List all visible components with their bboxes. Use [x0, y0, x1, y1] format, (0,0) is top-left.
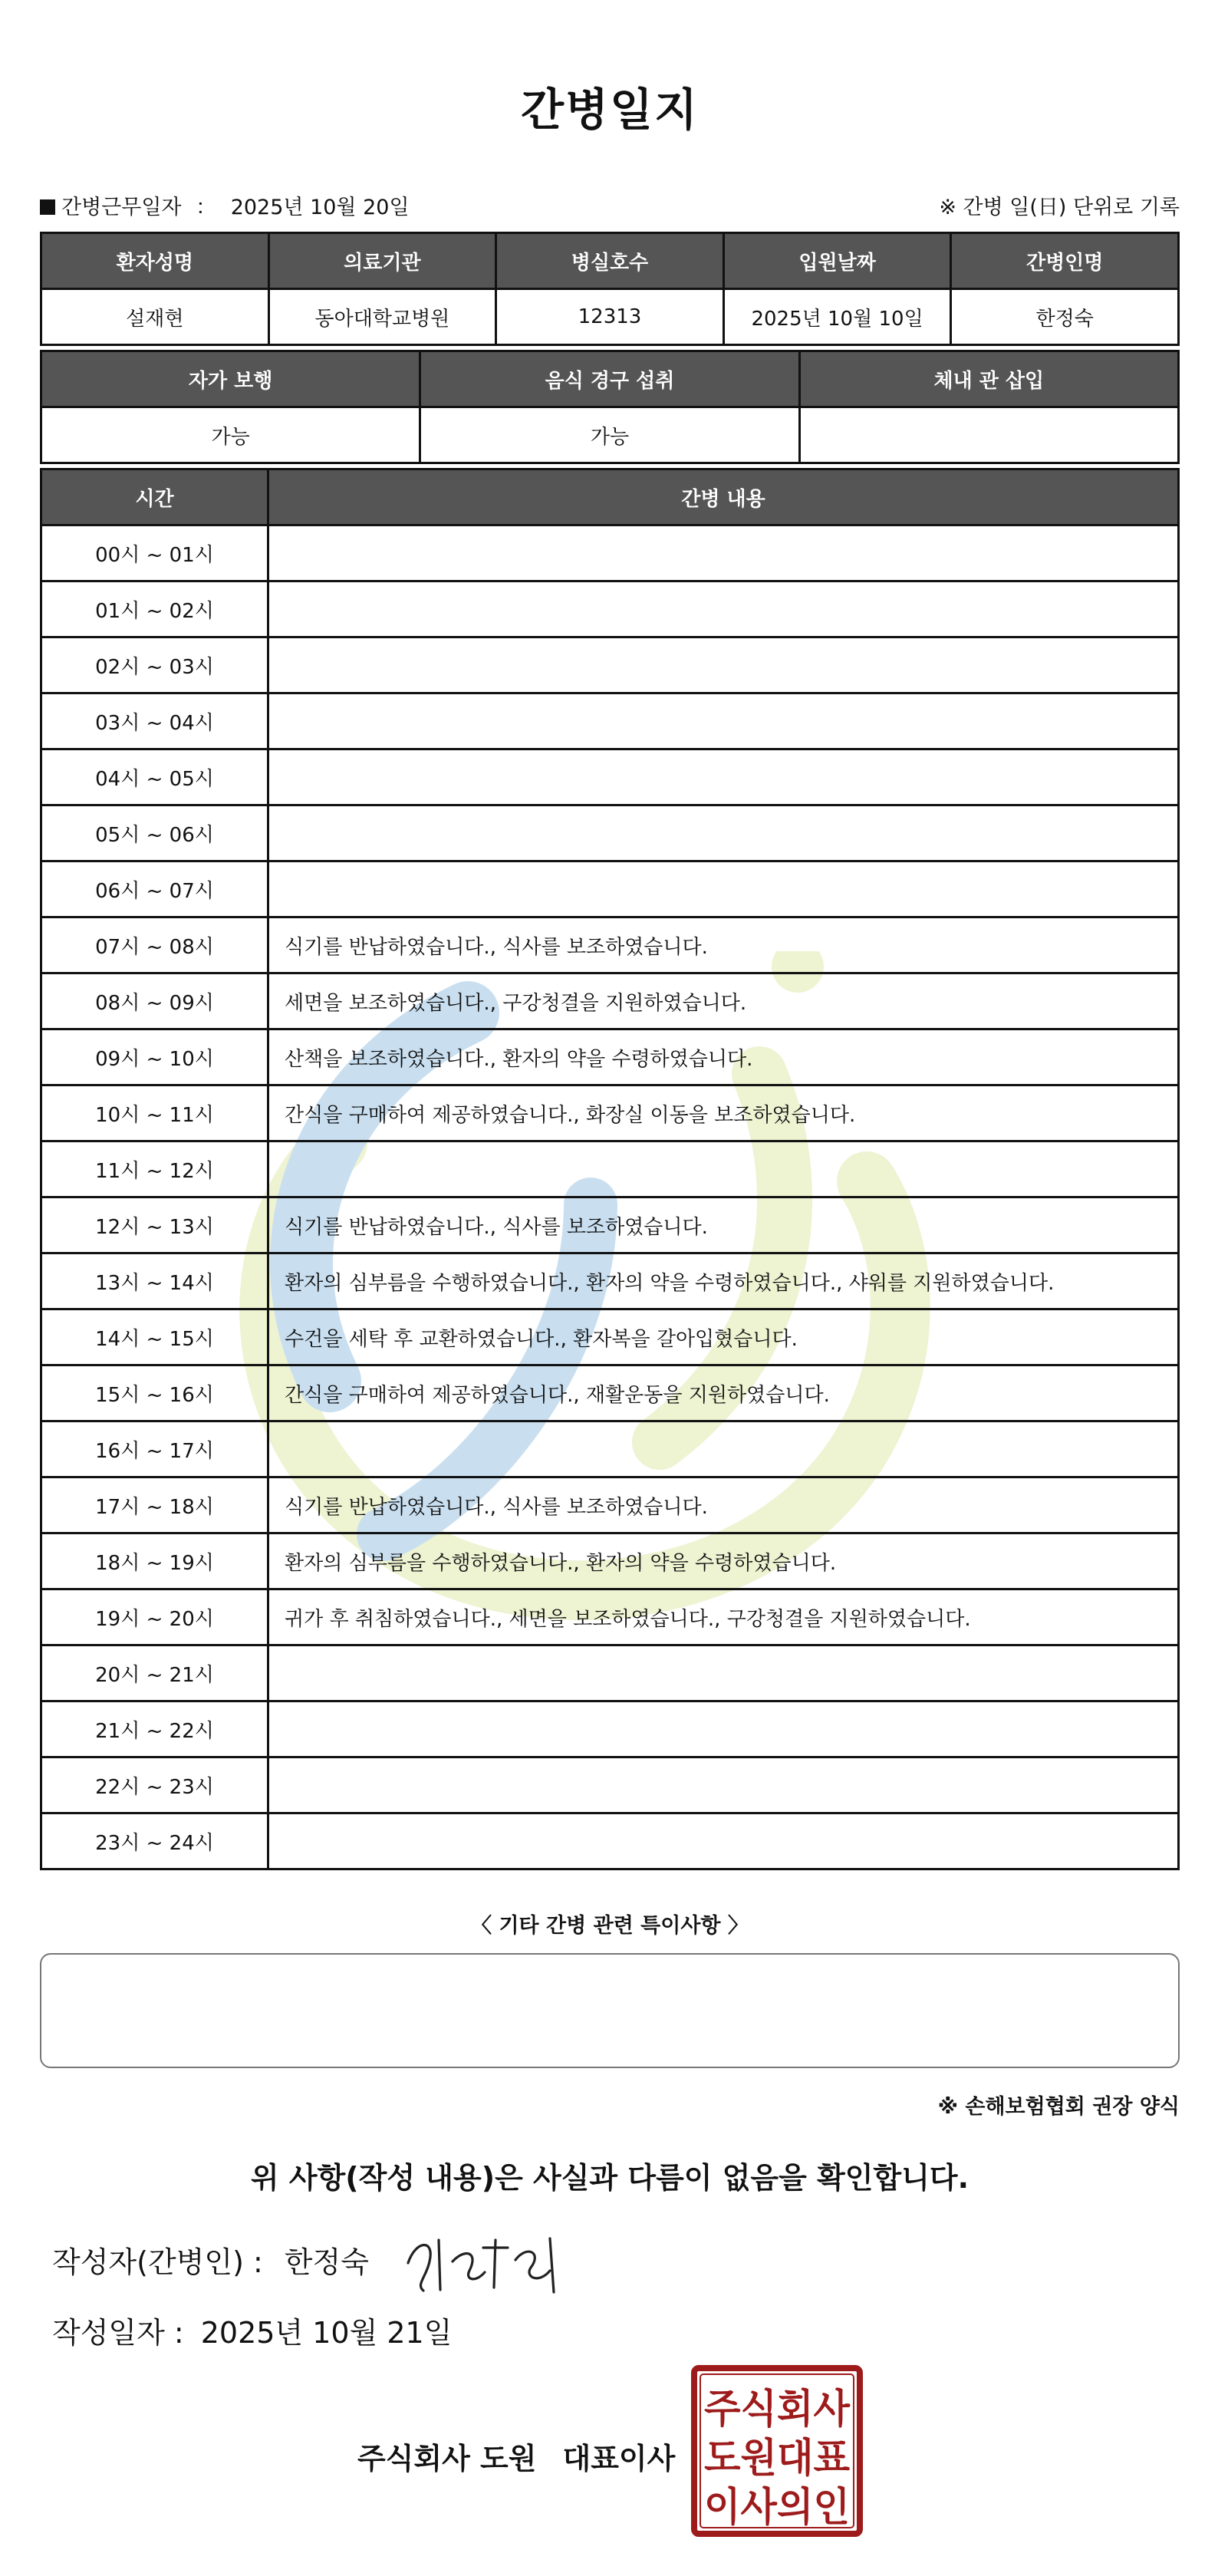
tube-insertion: [799, 407, 1178, 463]
writer-label: 작성자(간병인) :: [52, 2245, 263, 2279]
header-self-walking: 자가 보행: [41, 351, 420, 407]
status-info-header-row: [41, 351, 1179, 407]
schedule-row: [41, 525, 1179, 581]
work-date: [40, 190, 410, 220]
caregiver-name: 한정숙: [951, 289, 1179, 345]
oral-intake: 가능: [420, 407, 799, 463]
company-seal: [690, 2364, 864, 2538]
schedule-time: 18시 ~ 19시: [41, 1533, 268, 1589]
document-title: 간병일지: [520, 84, 700, 136]
schedule-row: [41, 805, 1179, 861]
writer-name: 한정숙: [284, 2245, 369, 2279]
company-title: 대표이사: [562, 2442, 676, 2476]
work-date-separator: ：: [196, 196, 217, 219]
written-date-line: [52, 2309, 452, 2351]
schedule-time: 13시 ~ 14시: [41, 1253, 268, 1309]
confirmation-statement: 위 사항(작성 내용)은 사실과 다름이 없음을 확인합니다.: [250, 2161, 969, 2195]
unit-note: ※ 간병 일(日) 단위로 기록: [939, 196, 1180, 219]
schedule-content: [268, 1757, 1179, 1813]
header-tube-insertion: 체내 관 삽입: [799, 351, 1178, 407]
schedule-row: [41, 1813, 1179, 1869]
work-date-label: 간병근무일자: [61, 196, 182, 219]
schedule-row: [41, 1309, 1179, 1365]
seal-line-3: 이사의인: [704, 2485, 850, 2531]
remarks-title: 〈 기타 간병 관련 특이사항 〉: [471, 1914, 749, 1938]
schedule-row: [41, 1533, 1179, 1589]
patient-info-header-row: [41, 233, 1179, 289]
schedule-row: [41, 1029, 1179, 1085]
patient-name: 설재현: [41, 289, 269, 345]
schedule-content: [268, 749, 1179, 805]
schedule-time: 07시 ~ 08시: [41, 917, 268, 973]
form-note: ※ 손해보험협회 권장 양식: [937, 2095, 1180, 2119]
meta-row: [40, 190, 1180, 218]
header-time: 시간: [41, 469, 268, 525]
schedule-row: [41, 1253, 1179, 1309]
schedule-content: [268, 1645, 1179, 1701]
schedule-row: [41, 749, 1179, 805]
schedule-content: [268, 1701, 1179, 1757]
schedule-content: 간식을 구매하여 제공하였습니다., 재활운동을 지원하였습니다.: [268, 1365, 1179, 1421]
schedule-time: 06시 ~ 07시: [41, 861, 268, 917]
schedule-time: 04시 ~ 05시: [41, 749, 268, 805]
schedule-time: 05시 ~ 06시: [41, 805, 268, 861]
schedule-time: 09시 ~ 10시: [41, 1029, 268, 1085]
status-info-value-row: [41, 407, 1179, 463]
schedule-content: [268, 1421, 1179, 1477]
work-date-value: 2025년 10월 20일: [230, 196, 410, 219]
header-caregiver-name: 간병인명: [951, 233, 1179, 289]
schedule-time: 22시 ~ 23시: [41, 1757, 268, 1813]
schedule-time: 15시 ~ 16시: [41, 1365, 268, 1421]
schedule-content: 귀가 후 취침하였습니다., 세면을 보조하였습니다., 구강청결을 지원하였습니다.: [268, 1589, 1179, 1645]
schedule-time: 02시 ~ 03시: [41, 637, 268, 693]
schedule-row: [41, 1477, 1179, 1533]
schedule-content: [268, 525, 1179, 581]
schedule-content: [268, 637, 1179, 693]
schedule-content: [268, 805, 1179, 861]
schedule-content: 식기를 반납하였습니다., 식사를 보조하였습니다.: [268, 917, 1179, 973]
schedule-row: [41, 1421, 1179, 1477]
schedule-time: 17시 ~ 18시: [41, 1477, 268, 1533]
schedule-content: 환자의 심부름을 수행하였습니다., 환자의 약을 수령하였습니다., 샤워를 지원하였습니다.: [268, 1253, 1179, 1309]
schedule-time: 08시 ~ 09시: [41, 973, 268, 1029]
hospital: 동아대학교병원: [268, 289, 496, 345]
written-date-label: 작성일자 :: [52, 2316, 184, 2350]
schedule-content: 수건을 세탁 후 교환하였습니다., 환자복을 갈아입혔습니다.: [268, 1309, 1179, 1365]
schedule-content: [268, 693, 1179, 749]
patient-info-value-row: [41, 289, 1179, 345]
schedule-row: [41, 581, 1179, 637]
schedule-row: [41, 1589, 1179, 1645]
schedule-row: [41, 637, 1179, 693]
schedule-row: [41, 973, 1179, 1029]
header-admission-date: 입원날짜: [723, 233, 951, 289]
admission-date: 2025년 10월 10일: [723, 289, 951, 345]
header-patient-name: 환자성명: [41, 233, 269, 289]
schedule-time: 12시 ~ 13시: [41, 1197, 268, 1253]
schedule-row: [41, 1701, 1179, 1757]
schedule-time: 03시 ~ 04시: [41, 693, 268, 749]
writer-line: [52, 2238, 369, 2281]
schedule-row: [41, 1085, 1179, 1141]
schedule-time: 23시 ~ 24시: [41, 1813, 268, 1869]
schedule-content: [268, 1141, 1179, 1197]
status-info-table: [40, 350, 1180, 464]
schedule-content: 식기를 반납하였습니다., 식사를 보조하였습니다.: [268, 1197, 1179, 1253]
written-date-value: 2025년 10월 21일: [200, 2316, 453, 2350]
schedule-row: [41, 1757, 1179, 1813]
schedule-time: 10시 ~ 11시: [41, 1085, 268, 1141]
schedule-time: 21시 ~ 22시: [41, 1701, 268, 1757]
schedule-content: 환자의 심부름을 수행하였습니다., 환자의 약을 수령하였습니다.: [268, 1533, 1179, 1589]
schedule-time: 16시 ~ 17시: [41, 1421, 268, 1477]
schedule-content: 간식을 구매하여 제공하였습니다., 화장실 이동을 보조하였습니다.: [268, 1085, 1179, 1141]
schedule-row: [41, 1365, 1179, 1421]
schedule-time: 19시 ~ 20시: [41, 1589, 268, 1645]
schedule-time: 01시 ~ 02시: [41, 581, 268, 637]
header-oral-intake: 음식 경구 섭취: [420, 351, 799, 407]
schedule-content: [268, 1813, 1179, 1869]
schedule-row: [41, 917, 1179, 973]
company-line: [357, 2435, 675, 2477]
schedule-row: [41, 861, 1179, 917]
schedule-row: [41, 1197, 1179, 1253]
schedule-time: 14시 ~ 15시: [41, 1309, 268, 1365]
patient-info-table: [40, 232, 1180, 346]
handwritten-signature: [393, 2217, 577, 2301]
schedule-content: [268, 581, 1179, 637]
schedule-time: 11시 ~ 12시: [41, 1141, 268, 1197]
header-room-number: 병실호수: [496, 233, 724, 289]
seal-line-1: 주식회사: [704, 2387, 851, 2433]
schedule-time: 00시 ~ 01시: [41, 525, 268, 581]
schedule-row: [41, 1141, 1179, 1197]
remarks-box: [40, 1953, 1180, 2068]
schedule-row: [41, 1645, 1179, 1701]
schedule-content: [268, 861, 1179, 917]
schedule-content: 식기를 반납하였습니다., 식사를 보조하였습니다.: [268, 1477, 1179, 1533]
seal-line-2: 도원대표: [704, 2436, 850, 2482]
schedule-row: [41, 693, 1179, 749]
company-name: 주식회사 도원: [357, 2442, 537, 2476]
header-hospital: 의료기관: [268, 233, 496, 289]
schedule-header-row: [41, 469, 1179, 525]
header-care-content: 간병 내용: [268, 469, 1179, 525]
square-bullet-icon: [40, 199, 55, 215]
self-walking: 가능: [41, 407, 420, 463]
schedule-content: 세면을 보조하였습니다., 구강청결을 지원하였습니다.: [268, 973, 1179, 1029]
schedule-time: 20시 ~ 21시: [41, 1645, 268, 1701]
care-schedule-table: [40, 468, 1180, 1870]
schedule-content: 산책을 보조하였습니다., 환자의 약을 수령하였습니다.: [268, 1029, 1179, 1085]
room-number: 12313: [496, 289, 724, 345]
